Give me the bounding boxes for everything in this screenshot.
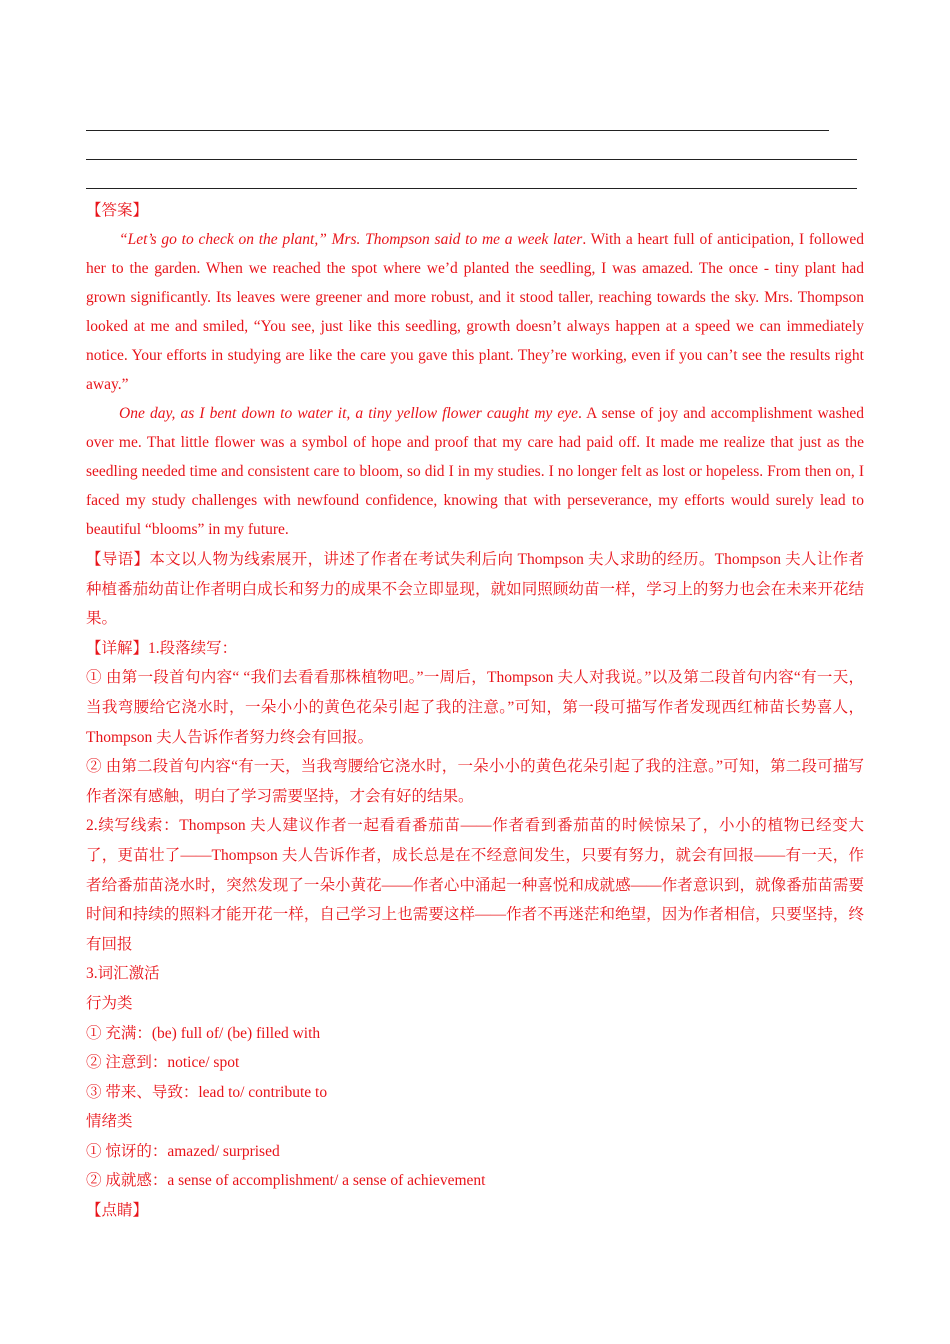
- vocab-heading: 3.词汇激活: [86, 965, 160, 983]
- emotion-item: ① 惊讶的：amazed/ surprised: [86, 1142, 280, 1160]
- behavior-item: ① 充满：(be) full of/ (be) filled with: [86, 1024, 321, 1042]
- behavior-heading: 行为类: [86, 994, 133, 1012]
- paragraph-1-opening: “Let’s go to check on the plant,” Mrs. Thompson said to me a week later: [119, 231, 583, 248]
- answer-paragraph-1: [86, 225, 864, 399]
- answer-label: 【答案】: [86, 202, 149, 219]
- behavior-item: ② 注意到：notice/ spot: [86, 1054, 240, 1072]
- blank-writing-line: [86, 159, 857, 160]
- guide-text: 本文以人物为线索展开，讲述了作者在考试失利后向 Thompson 夫人求助的经历。Thompson 夫人让作者种植番茄幼苗让作者明白成长和努力的成果不会立即显现，就如同照顾幼苗一样，学习上的努力也会在未来开花结果。: [86, 551, 864, 628]
- detail-item-1: ① 由第一段首句内容“ “我们去看看那株植物吧。”一周后，Thompson 夫人对我说。”以及第二段首句内容“有一天，当我弯腰给它浇水时，一朵小小的黄色花朵引起了我的注意。”可知，第一段可描写作者发现西红柿苗长势喜人，Thompson 夫人告诉作者努力终会有回报。: [86, 669, 864, 746]
- behavior-item: ③ 带来、导致：lead to/ contribute to: [86, 1083, 328, 1101]
- blank-writing-line: [86, 130, 829, 131]
- answer-content: [86, 196, 864, 1226]
- detail-item-2: ② 由第二段首句内容“有一天，当我弯腰给它浇水时，一朵小小的黄色花朵引起了我的注意。”可知，第二段可描写作者深有感触，明白了学习需要坚持，才会有好的结果。: [86, 758, 864, 805]
- comment-label: 【点睛】: [86, 1202, 149, 1220]
- paragraph-2-body: . A sense of joy and accomplishment washed over me. That little flower was a symbol of hope and proof that my care had paid off. It made me realize that just as the seedling needed time and consistent care to bloom, so did I in my studies. I no longer felt as lost or hopeless. From then on, I faced my study challenges with newfound confidence, knowing that with perseverance, my efforts would surely lead to beautiful “blooms” in my future.: [86, 405, 864, 538]
- emotion-item: ② 成就感：a sense of accomplishment/ a sense of achievement: [86, 1172, 486, 1190]
- continuation-clue: 2.续写线索：Thompson 夫人建议作者一起看看番茄苗——作者看到番茄苗的时候惊呆了，小小的植物已经变大了，更苗壮了——Thompson 夫人告诉作者，成长总是在不经意间发生，只要有努力，就会有回报——有一天，作者给番茄苗浇水时，突然发现了一朵小黄花——作者心中涌起一种喜悦和成就感——作者意识到，就像番茄苗需要时间和持续的照料才能开花一样，自己学习上也需要这样——作者不再迷茫和绝望，因为作者相信，只要坚持，终有回报: [86, 817, 864, 953]
- answer-paragraph-2: [86, 399, 864, 544]
- guide-paragraph: [86, 545, 864, 634]
- emotion-heading: 情绪类: [86, 1113, 133, 1131]
- paragraph-2-opening: One day, as I bent down to water it, a tiny yellow flower caught my eye: [119, 405, 579, 422]
- detail-label: 【详解】: [86, 639, 149, 657]
- guide-label: 【导语】: [86, 551, 150, 568]
- paragraph-1-body: . With a heart full of anticipation, I followed her to the garden. When we reached the spot where we’d planted the seedling, I was amazed. The once - tiny plant had grown significantly. Its leaves were greener and more robust, and it stood taller, reaching towards the sky. Mrs. Thompson looked at me and smiled, “You see, just like this seedling, growth doesn’t always happen at a speed we can immediately notice. Your efforts in studying are like the care you gave this plant. They’re working, even if you can’t see the results right away.”: [86, 231, 864, 393]
- detail-heading: [86, 634, 864, 664]
- blank-writing-line: [86, 188, 857, 189]
- detail-subheading: 1.段落续写：: [148, 639, 238, 657]
